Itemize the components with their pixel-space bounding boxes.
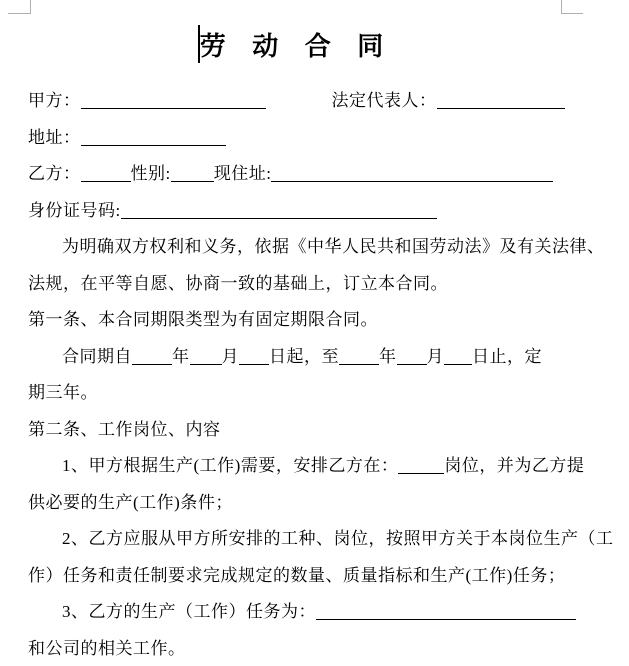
text-run: 法规，在平等自愿、协商一致的基础上，订立本合同。 xyxy=(28,273,448,293)
text-run: 第二条、工作岗位、内容 xyxy=(28,419,221,439)
document-line xyxy=(28,266,563,303)
document-line xyxy=(28,83,563,120)
text-run: 岗位，并为乙方提 xyxy=(444,456,585,475)
document-line xyxy=(28,412,563,449)
fill-in-blank[interactable] xyxy=(339,347,379,365)
text-run: 性别: xyxy=(130,164,171,183)
text-run: 2、乙方应服从甲方所安排的工种、岗位，按照甲方关于本岗位生产（工 xyxy=(62,529,614,548)
text-run: 乙方： xyxy=(28,164,81,183)
fill-in-blank[interactable] xyxy=(271,164,553,182)
document-line xyxy=(28,375,563,412)
fill-in-blank[interactable] xyxy=(81,164,131,182)
fill-in-blank[interactable] xyxy=(81,91,266,109)
spacer xyxy=(266,105,332,106)
fill-in-blank[interactable] xyxy=(398,456,444,474)
text-run: 现住址: xyxy=(213,164,272,183)
text-run: 为明确双方权利和义务，依据《中华人民共和国劳动法》及有关法律、 xyxy=(62,237,605,256)
document-title xyxy=(28,22,563,72)
text-run: 月 xyxy=(221,346,239,366)
text-run: 年 xyxy=(172,346,190,366)
text-run: 年 xyxy=(379,346,397,366)
document-line xyxy=(28,521,614,558)
text-run: 法定代表人： xyxy=(331,91,437,110)
text-run: 身份证号码: xyxy=(28,200,121,220)
fill-in-blank[interactable] xyxy=(239,347,269,365)
fill-in-blank[interactable] xyxy=(397,347,427,365)
document-line xyxy=(28,120,563,157)
document-body xyxy=(28,83,614,666)
document-line xyxy=(28,485,563,522)
text-run: 第一条、本合同期限类型为有固定期限合同。 xyxy=(28,310,378,329)
page-margin-mark-top-right xyxy=(561,0,583,14)
text-run: 日起，至 xyxy=(269,346,339,366)
text-run: 3、乙方的生产（工作）任务为： xyxy=(62,602,316,621)
document-line xyxy=(28,448,585,485)
document-line xyxy=(28,193,563,230)
document-line xyxy=(28,594,563,631)
fill-in-blank[interactable] xyxy=(444,347,472,365)
fill-in-blank[interactable] xyxy=(190,347,222,365)
document-line xyxy=(28,631,563,666)
text-run: 作）任务和责任制要求完成规定的数量、质量指标和生产(工作)任务； xyxy=(28,565,566,585)
text-run: 期三年。 xyxy=(28,383,98,402)
text-run: 合同期自 xyxy=(62,346,132,366)
fill-in-blank[interactable] xyxy=(121,201,437,219)
fill-in-blank[interactable] xyxy=(132,347,172,365)
text-run: 和公司的相关工作。 xyxy=(28,638,186,658)
document-content[interactable] xyxy=(28,0,614,666)
document-line xyxy=(28,558,566,595)
fill-in-blank[interactable] xyxy=(437,91,565,109)
fill-in-blank[interactable] xyxy=(171,164,214,182)
document-line xyxy=(28,156,563,193)
document-line xyxy=(28,229,605,266)
fill-in-blank[interactable] xyxy=(316,602,576,620)
text-run: 月 xyxy=(426,346,444,366)
text-run: 1、甲方根据生产(工作)需要，安排乙方在： xyxy=(62,456,399,475)
text-run: 甲方： xyxy=(28,91,81,110)
document-line xyxy=(28,302,563,339)
document-title-text: 劳 动 合 同 xyxy=(199,32,394,61)
text-run: 供必要的生产(工作)条件； xyxy=(28,492,233,512)
document-line xyxy=(28,339,563,376)
text-run: 日止，定 xyxy=(472,346,542,366)
text-run: 地址： xyxy=(28,127,81,147)
fill-in-blank[interactable] xyxy=(81,128,226,146)
